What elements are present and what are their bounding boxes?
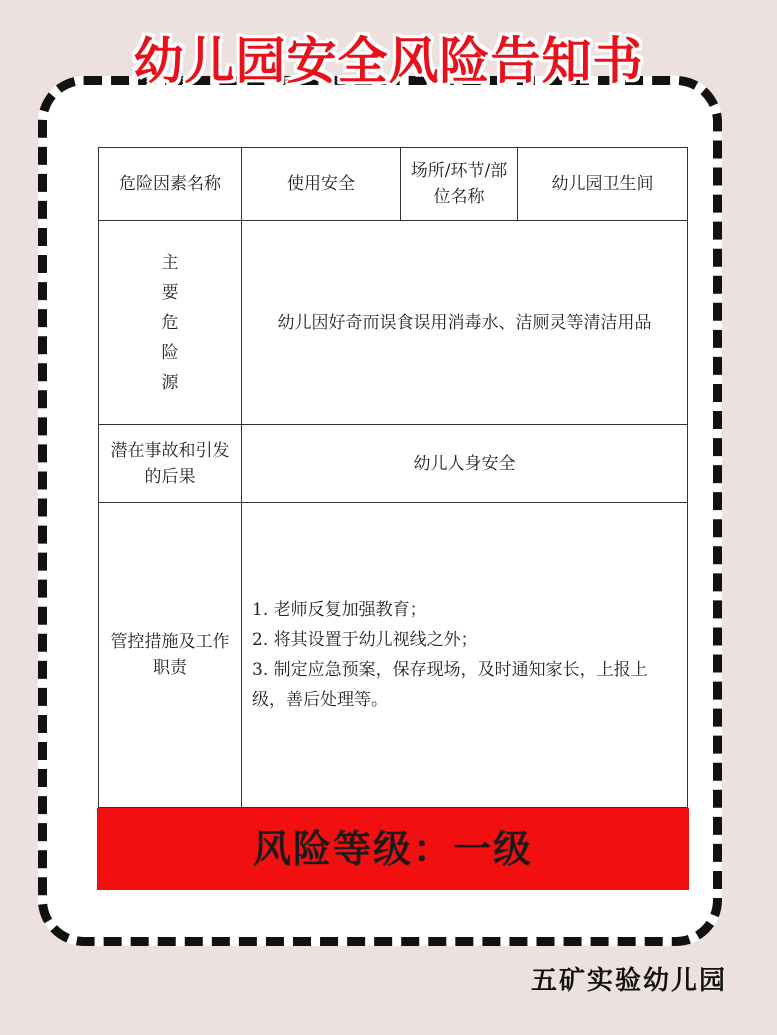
measure-item: 1. 老师反复加强教育； (252, 600, 427, 620)
risk-factor-label: 危险因素名称 (99, 148, 242, 221)
location-value: 幼儿园卫生间 (518, 148, 688, 221)
consequence-label: 潜在事故和引发的后果 (99, 425, 242, 503)
table-row (99, 503, 688, 808)
consequence-value: 幼儿人身安全 (242, 425, 688, 503)
risk-factor-value: 使用安全 (242, 148, 401, 221)
control-label: 管控措施及工作职责 (99, 503, 242, 808)
table-row (99, 148, 688, 221)
table-row (99, 221, 688, 425)
measure-item: 2. 将其设置于幼儿视线之外； (252, 630, 478, 650)
risk-level-banner: 风险等级：一级 (97, 808, 689, 890)
measure-item: 3. 制定应急预案，保存现场，及时通知家长，上报上级，善后处理等。 (252, 660, 648, 710)
risk-table (98, 147, 688, 808)
main-hazard-label: 主 要 危 险 源 (99, 221, 242, 425)
location-label: 场所/环节/部位名称 (401, 148, 518, 221)
main-hazard-value: 幼儿因好奇而误食误用消毒水、洁厕灵等清洁用品 (242, 221, 688, 425)
table-row (99, 425, 688, 503)
control-measures (242, 503, 688, 808)
kindergarten-name: 五矿实验幼儿园 (530, 966, 727, 996)
page-title: 幼儿园安全风险告知书 (133, 32, 644, 90)
